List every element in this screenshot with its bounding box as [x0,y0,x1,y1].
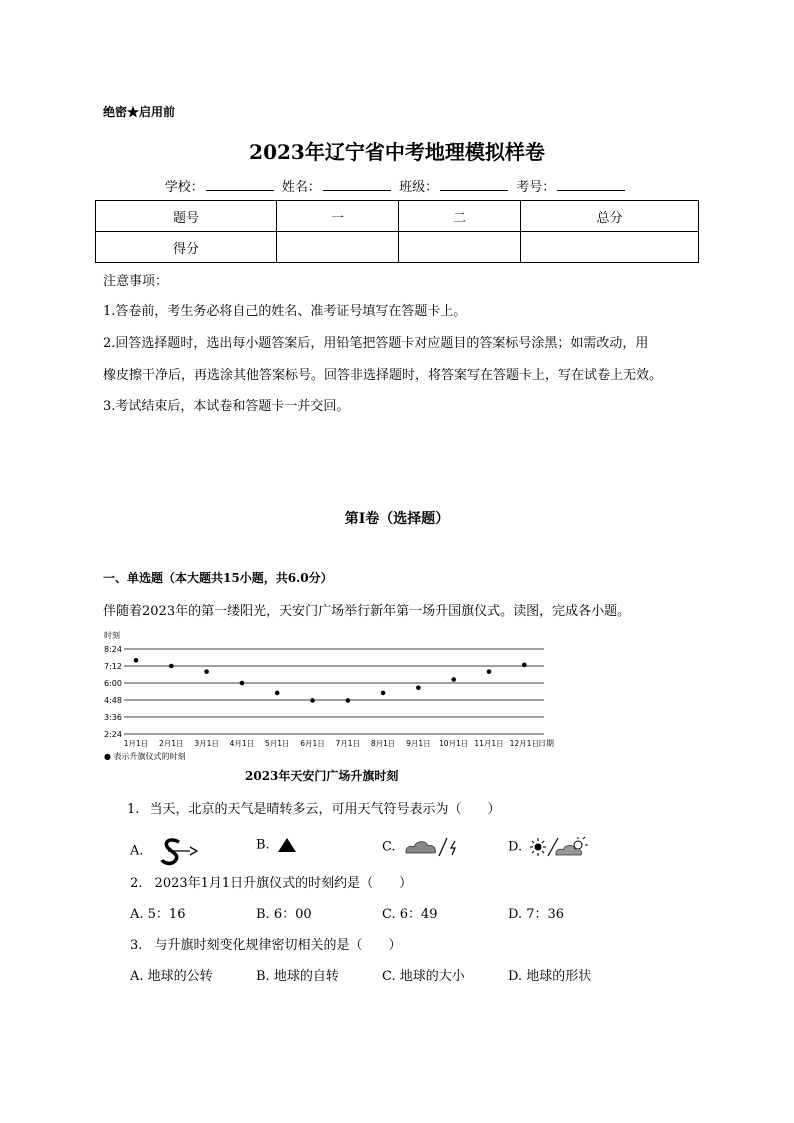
chart-xlabel: 日期 [538,739,554,748]
score-cell [277,232,399,263]
option-1a[interactable] [130,836,198,866]
option-label: D. [508,839,523,855]
chart-legend: ● 表示升旗仪式的时刻 [104,752,186,761]
wind-symbol-icon [150,836,198,866]
question-text: 2023年1月1日升旗仪式的时刻约是（ ） [154,876,413,891]
cloudy-thunder-icon [404,836,466,858]
table-cell: 二 [399,201,521,232]
data-point [169,664,174,669]
section-title: 第I卷（选择题） [344,511,450,527]
class-label: 班级： [399,180,439,195]
option-3c[interactable]: C. 地球的大小 [382,969,465,984]
option-3b[interactable]: B. 地球的自转 [256,969,339,984]
table-cell: 总分 [521,201,699,232]
question-number: 2. [130,876,143,891]
option-label: B. [256,837,270,853]
x-tick-label: 4月1日 [229,739,255,748]
data-point [451,677,456,682]
page-title: 2023年辽宁省中考地理模拟样卷 [249,140,545,164]
intro-text: 伴随着2023年的第一缕阳光，天安门广场举行新年第一场升国旗仪式。读图，完成各小题。 [103,604,631,619]
data-point [134,658,139,663]
x-tick-label: 11月1日 [474,739,504,748]
question-1 [127,798,501,817]
school-blank[interactable] [206,179,274,191]
option-label: C. [382,839,396,855]
data-point [310,698,315,703]
x-tick-label: 12月1日 [509,739,539,748]
data-point [346,698,351,703]
data-point [416,685,421,690]
class-blank[interactable] [440,179,508,191]
option-3a[interactable]: A. 地球的公转 [130,969,213,984]
score-table-header-row [96,201,699,232]
y-tick-label: 2:24 [104,730,122,739]
x-tick-label: 10月1日 [439,739,469,748]
x-tick-label: 8月1日 [370,739,396,748]
question-number: 1. [127,802,140,817]
x-tick-label: 7月1日 [335,739,361,748]
x-tick-label: 2月1日 [159,739,184,748]
y-tick-label: 6:00 [104,679,122,688]
name-blank[interactable] [323,179,391,191]
x-tick-label: 1月1日 [123,739,149,748]
question-text: 与升旗时刻变化规律密切相关的是（ ） [154,938,402,953]
option-1d[interactable] [508,836,592,858]
data-point [204,669,209,674]
option-label: A. [130,843,144,859]
y-tick-label: 7:12 [104,662,122,671]
score-table [95,200,699,263]
option-2a[interactable]: A. 5：16 [130,907,186,922]
notice-item: 1.答卷前，考生务必将自己的姓名、准考证号填写在答题卡上。 [103,304,467,319]
data-point [275,691,280,696]
y-tick-label: 3:36 [104,713,122,722]
score-cell [399,232,521,263]
data-point [381,691,386,696]
option-2c[interactable]: C. 6：49 [382,907,438,922]
chart-title: 2023年天安门广场升旗时刻 [245,769,399,783]
question-3 [130,934,402,953]
sunny-to-cloudy-icon [530,836,592,858]
part-heading: 一、单选题（本大题共15小题，共6.0分） [103,571,333,585]
x-tick-label: 6月1日 [300,739,325,748]
question-2 [130,872,412,891]
data-point [522,663,527,668]
triangle-symbol-icon [276,836,298,854]
exam-number-blank[interactable] [557,179,625,191]
question-number: 3. [130,938,143,953]
y-tick-label: 4:48 [104,696,122,705]
score-table-row [96,232,699,263]
flag-raising-chart [100,630,570,762]
table-cell: 得分 [96,232,277,263]
secret-label: 绝密★启用前 [103,105,176,119]
x-tick-label: 3月1日 [194,739,219,748]
x-tick-label: 5月1日 [264,739,290,748]
exam-number-label: 考号： [516,180,556,195]
notice-item: 橡皮擦干净后，再选涂其他答案标号。回答非选择题时，将答案写在答题卡上，写在试卷上无效。 [103,368,663,383]
option-2b[interactable]: B. 6：00 [256,907,312,922]
option-1b[interactable] [256,836,298,854]
notice-item: 2.回答选择题时，选出每小题答案后，用铅笔把答题卡对应题目的答案标号涂黑；如需改动，用 [103,336,649,351]
option-3d[interactable]: D. 地球的形状 [508,969,592,984]
notice-item: 3.考试结束后，本试卷和答题卡一并交回。 [103,399,350,414]
student-info-line [0,176,794,195]
table-cell: 一 [277,201,399,232]
table-cell: 题号 [96,201,277,232]
name-label: 姓名： [281,180,321,195]
data-point [240,681,245,686]
option-1c[interactable] [382,836,466,858]
notice-heading: 注意事项： [103,274,169,289]
score-cell [521,232,699,263]
data-point [487,669,492,674]
school-label: 学校： [164,180,204,195]
chart-ylabel: 时刻 [104,631,120,640]
option-2d[interactable]: D. 7：36 [508,907,565,922]
question-text: 当天，北京的天气是晴转多云，可用天气符号表示为（ ） [149,802,501,817]
x-tick-label: 9月1日 [406,739,431,748]
y-tick-label: 8:24 [104,645,122,654]
